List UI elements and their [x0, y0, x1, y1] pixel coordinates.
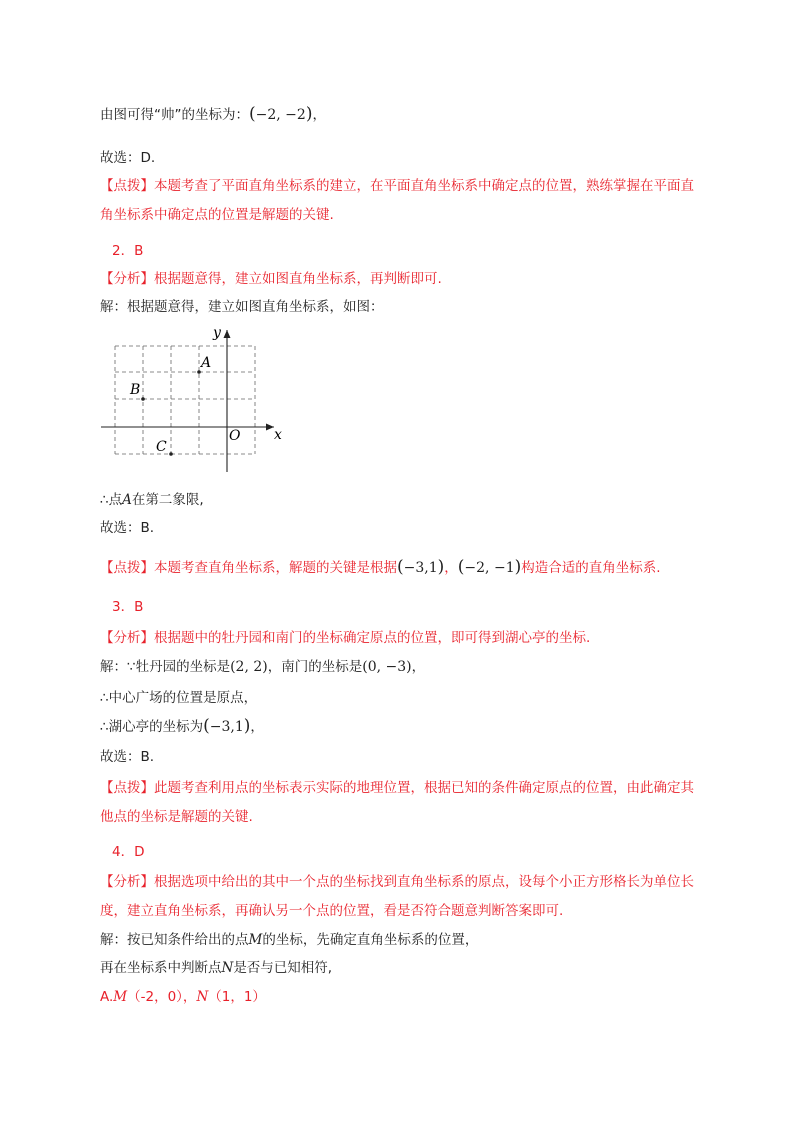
answer-line-1 — [100, 104, 326, 125]
text: 【点拨】本题考查直角坐标系，解题的关键是根据 — [100, 560, 397, 576]
origin-label: O — [229, 428, 241, 444]
text: A. — [100, 989, 114, 1005]
q3-lake — [100, 716, 264, 737]
q4-solution-a — [100, 930, 478, 950]
text: 是否与已知相符, — [233, 960, 333, 976]
math-coord: (−2, −1) — [457, 557, 522, 577]
question-3-header: 3．B — [112, 599, 144, 615]
text: （1，1） — [208, 989, 266, 1005]
q3-tip-a: 【点拨】此题考查利用点的坐标表示实际的地理位置，根据已知的条件确定原点的位置，由此确定其 — [100, 780, 694, 796]
var-m: M — [113, 989, 128, 1005]
text: ， — [444, 560, 458, 576]
x-axis-label: x — [274, 427, 282, 443]
text: ∴湖心亭的坐标为 — [100, 719, 204, 735]
q2-choice: 故选：B. — [100, 520, 155, 536]
q3-analysis: 【分析】根据题中的牡丹园和南门的坐标确定原点的位置，即可得到湖心亭的坐标. — [100, 630, 591, 646]
coordinate-figure — [96, 322, 286, 476]
q4-solution-b — [100, 958, 332, 978]
text: 解：∵牡丹园的坐标是 — [100, 659, 231, 675]
q4-option-a — [100, 987, 266, 1007]
math-coord: (2, 2) — [230, 659, 268, 675]
q4-analysis-a: 【分析】根据选项中给出的其中一个点的坐标找到直角坐标系的原点，设每个小正方形格长为单位长 — [100, 874, 694, 890]
math-coord: (0, −3) — [362, 659, 412, 675]
text: ， — [312, 107, 326, 123]
var-n: N — [196, 989, 209, 1005]
question-4-header: 4．D — [112, 844, 145, 860]
q3-choice: 故选：B. — [100, 749, 155, 765]
q4-analysis-b: 度，建立直角坐标系，再确认另一个点的位置，看是否符合题意判断答案即可. — [100, 903, 564, 919]
text: ， — [250, 719, 264, 735]
var-a: A — [122, 492, 132, 508]
text: （-2，0）， — [127, 989, 197, 1005]
text: ∴点 — [100, 492, 123, 508]
point-a-label: A — [201, 355, 212, 371]
question-2-header: 2．B — [112, 243, 144, 259]
math-coord: (−3,1) — [397, 557, 445, 577]
math-coord: (−3,1) — [203, 716, 251, 736]
var-n: N — [221, 960, 234, 976]
q2-analysis — [100, 269, 442, 289]
text: 再在坐标系中判断点 — [100, 960, 222, 976]
tip-line-1a: 【点拨】本题考查了平面直角坐标系的建立，在平面直角坐标系中确定点的位置，熟练掌握在平面直 — [100, 178, 694, 194]
q3-solution — [100, 657, 425, 677]
text: 构造合适的直角坐标系. — [521, 560, 661, 576]
text: ，南门的坐标是 — [267, 659, 363, 675]
point-c-dot — [169, 452, 173, 456]
q2-conclusion — [100, 490, 204, 510]
q2-tip — [100, 557, 661, 578]
text: 的坐标，先确定直角坐标系的位置， — [262, 932, 479, 948]
q2-solution: 解：根据题意得，建立如图直角坐标系，如图： — [100, 299, 384, 315]
choice-line: 故选：D. — [100, 150, 156, 166]
tip-line-1b: 角坐标系中确定点的位置是解题的关键. — [100, 207, 334, 223]
point-b-label: B — [130, 382, 141, 398]
math-coord: (−2, −2) — [249, 104, 313, 124]
point-c-label: C — [156, 439, 167, 455]
q3-center: ∴中心广场的位置是原点， — [100, 690, 258, 706]
text: 在第二象限, — [131, 492, 204, 508]
q3-tip-b: 他点的坐标是解题的关键. — [100, 809, 253, 825]
text: 【分析】根据题意得，建立如图直角坐标系，再判断即可. — [100, 271, 442, 287]
text: 由图可得“帅”的坐标为： — [100, 107, 249, 123]
text: 解：按已知条件给出的点 — [100, 932, 249, 948]
text: ， — [411, 659, 426, 675]
var-m: M — [248, 932, 263, 948]
point-b-dot — [141, 397, 145, 401]
y-axis-label: y — [213, 325, 221, 341]
